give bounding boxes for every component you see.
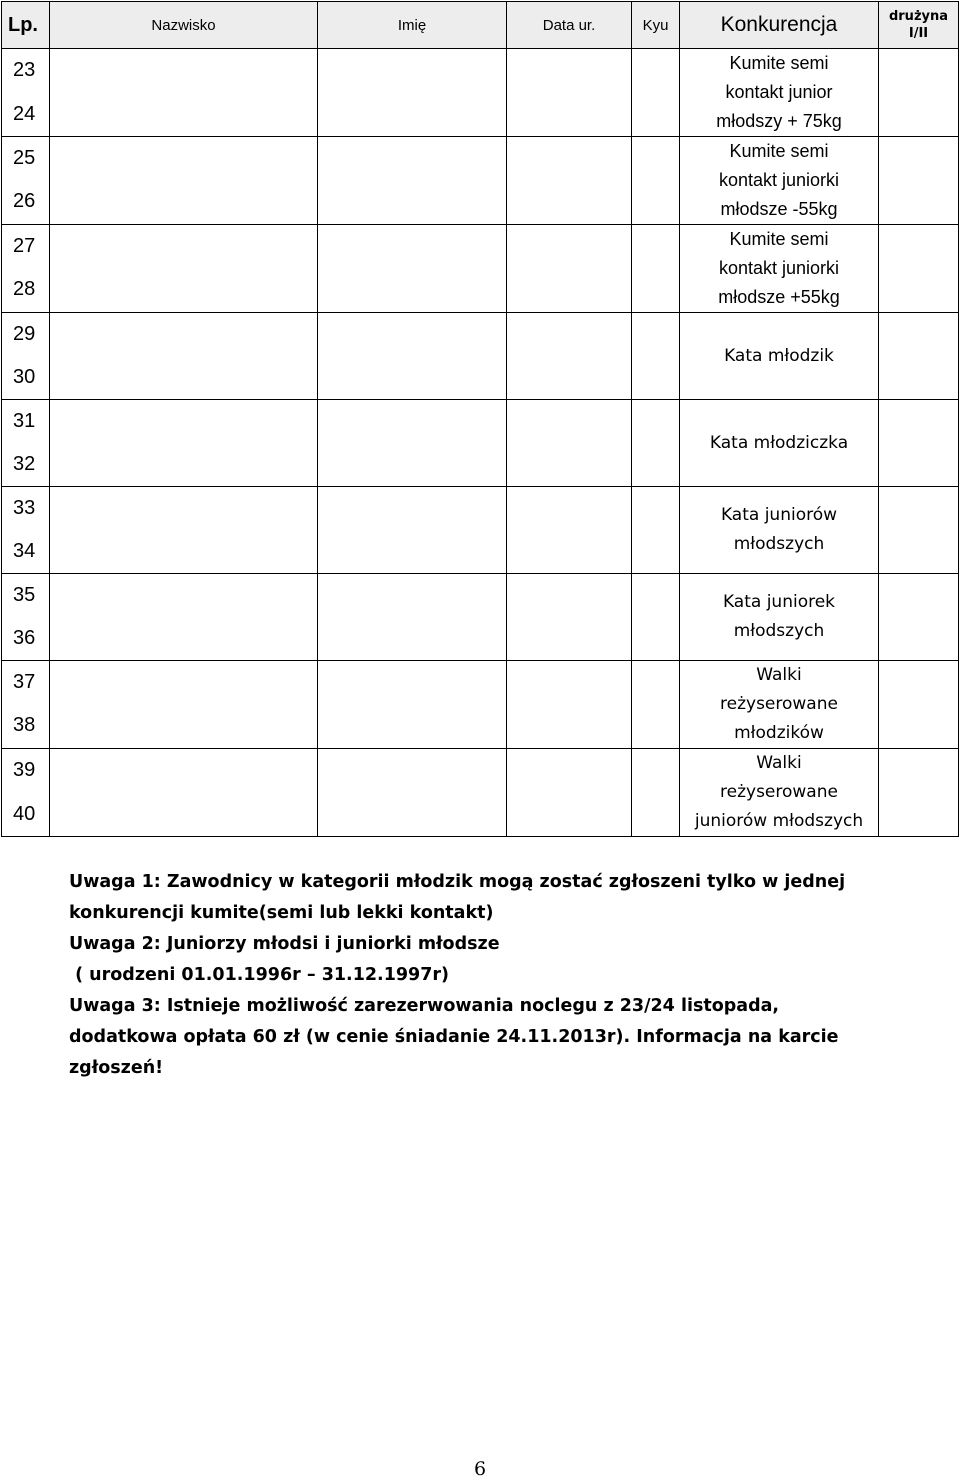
header-lp: Lp. [2, 2, 50, 49]
konkurencja-cell [680, 137, 879, 225]
row-number: 31 [2, 400, 50, 443]
note-2-line-2: ( urodzeni 01.01.1996r – 31.12.1997r) [69, 965, 450, 985]
data-ur-cell[interactable] [507, 400, 632, 487]
row-number: 38 [2, 704, 50, 749]
note-3-line-2: dodatkowa opłata 60 zł (w cenie śniadanie 24.11.2013r). Informacja na karcie [69, 1027, 839, 1047]
table-row [2, 225, 959, 268]
row-number: 25 [2, 137, 50, 180]
druzyna-cell[interactable] [879, 749, 959, 837]
page-number: 6 [473, 1458, 487, 1480]
row-number: 33 [2, 487, 50, 530]
konkurencja-cell [680, 225, 879, 313]
druzyna-cell[interactable] [879, 661, 959, 749]
row-number: 35 [2, 574, 50, 617]
kyu-cell[interactable] [632, 400, 680, 487]
header-kyu: Kyu [632, 2, 680, 49]
table-row [2, 749, 959, 793]
kyu-cell[interactable] [632, 49, 680, 137]
data-ur-cell[interactable] [507, 661, 632, 749]
category-line: młodzików [734, 723, 824, 743]
category-line: młodsze -55kg [720, 199, 838, 219]
row-number: 29 [2, 313, 50, 356]
druzyna-cell[interactable] [879, 574, 959, 661]
header-nazwisko: Nazwisko [50, 2, 318, 49]
konkurencja-cell [680, 749, 879, 837]
kyu-cell[interactable] [632, 225, 680, 313]
konkurencja-cell [680, 313, 879, 400]
nazwisko-cell[interactable] [50, 400, 318, 487]
row-number: 39 [2, 749, 50, 793]
row-number: 37 [2, 661, 50, 704]
data-ur-cell[interactable] [507, 749, 632, 837]
row-number: 34 [2, 530, 50, 574]
note-1-line-1: Uwaga 1: Zawodnicy w kategorii młodzik mogą zostać zgłoszeni tylko w jednej [69, 872, 846, 892]
row-number: 36 [2, 617, 50, 661]
row-number: 24 [2, 93, 50, 137]
category-line: młodszy + 75kg [716, 111, 842, 131]
nazwisko-cell[interactable] [50, 49, 318, 137]
row-number: 26 [2, 180, 50, 225]
imie-cell[interactable] [318, 749, 507, 837]
header-konkurencja: Konkurencja [680, 2, 879, 49]
nazwisko-cell[interactable] [50, 487, 318, 574]
imie-cell[interactable] [318, 487, 507, 574]
note-2-line-1: Uwaga 2: Juniorzy młodsi i juniorki młodsze [69, 934, 500, 954]
category-line: Kata juniorek [722, 592, 836, 612]
row-number: 40 [2, 793, 50, 837]
data-ur-cell[interactable] [507, 137, 632, 225]
kyu-cell[interactable] [632, 137, 680, 225]
table-row [2, 574, 959, 617]
category-line: reżyserowane [720, 694, 838, 714]
category-line: młodszych [733, 621, 825, 641]
header-druzyna-line1: drużyna [888, 9, 949, 24]
table-row [2, 400, 959, 443]
category-line: Kumite semi [729, 141, 829, 161]
table-row [2, 313, 959, 356]
druzyna-cell[interactable] [879, 400, 959, 487]
druzyna-cell[interactable] [879, 487, 959, 574]
druzyna-cell[interactable] [879, 137, 959, 225]
kyu-cell[interactable] [632, 313, 680, 400]
druzyna-cell[interactable] [879, 313, 959, 400]
konkurencja-cell [680, 400, 879, 487]
data-ur-cell[interactable] [507, 574, 632, 661]
category-line: Kata juniorów [720, 505, 838, 525]
druzyna-cell[interactable] [879, 49, 959, 137]
category-line: młodszych [733, 534, 825, 554]
category-line: Kumite semi [729, 53, 829, 73]
data-ur-cell[interactable] [507, 49, 632, 137]
category-line: Kata młodziczka [709, 432, 849, 453]
category-line: reżyserowane [720, 782, 838, 802]
data-ur-cell[interactable] [507, 487, 632, 574]
nazwisko-cell[interactable] [50, 137, 318, 225]
header-row [2, 2, 959, 49]
imie-cell[interactable] [318, 313, 507, 400]
category-line: kontakt juniorki [718, 170, 840, 190]
note-3-line-1: Uwaga 3: Istnieje możliwość zarezerwowania noclegu z 23/24 listopada, [69, 996, 780, 1016]
notes-section [69, 867, 949, 1084]
header-druzyna [879, 2, 959, 49]
row-number: 30 [2, 356, 50, 400]
row-number: 27 [2, 225, 50, 268]
category-line: Walki [756, 665, 802, 685]
konkurencja-cell [680, 661, 879, 749]
category-line: Kata młodzik [724, 345, 834, 366]
nazwisko-cell[interactable] [50, 661, 318, 749]
category-line: kontakt junior [725, 82, 833, 102]
registration-table [1, 1, 959, 837]
header-druzyna-line2: I/II [908, 26, 929, 41]
konkurencja-cell [680, 49, 879, 137]
row-number: 23 [2, 49, 50, 93]
nazwisko-cell[interactable] [50, 225, 318, 313]
imie-cell[interactable] [318, 225, 507, 313]
data-ur-cell[interactable] [507, 313, 632, 400]
kyu-cell[interactable] [632, 574, 680, 661]
data-ur-cell[interactable] [507, 225, 632, 313]
imie-cell[interactable] [318, 137, 507, 225]
table-row [2, 137, 959, 180]
nazwisko-cell[interactable] [50, 313, 318, 400]
table-row [2, 661, 959, 704]
imie-cell[interactable] [318, 574, 507, 661]
imie-cell[interactable] [318, 661, 507, 749]
druzyna-cell[interactable] [879, 225, 959, 313]
category-line: kontakt juniorki [718, 258, 840, 278]
note-3-line-3: zgłoszeń! [69, 1058, 164, 1078]
table-row [2, 487, 959, 530]
row-number: 28 [2, 268, 50, 313]
table-body [2, 49, 959, 837]
konkurencja-cell [680, 487, 879, 574]
kyu-cell[interactable] [632, 749, 680, 837]
imie-cell[interactable] [318, 49, 507, 137]
header-data-ur: Data ur. [507, 2, 632, 49]
row-number: 32 [2, 443, 50, 487]
konkurencja-cell [680, 574, 879, 661]
note-1-line-2: konkurencji kumite(semi lub lekki kontakt) [69, 903, 494, 923]
category-line: juniorów młodszych [694, 811, 864, 831]
category-line: Walki [756, 753, 802, 773]
category-line: młodsze +55kg [718, 287, 840, 307]
kyu-cell[interactable] [632, 487, 680, 574]
kyu-cell[interactable] [632, 661, 680, 749]
nazwisko-cell[interactable] [50, 749, 318, 837]
imie-cell[interactable] [318, 400, 507, 487]
header-imie: Imię [318, 2, 507, 49]
category-line: Kumite semi [729, 229, 829, 249]
table-row [2, 49, 959, 93]
nazwisko-cell[interactable] [50, 574, 318, 661]
